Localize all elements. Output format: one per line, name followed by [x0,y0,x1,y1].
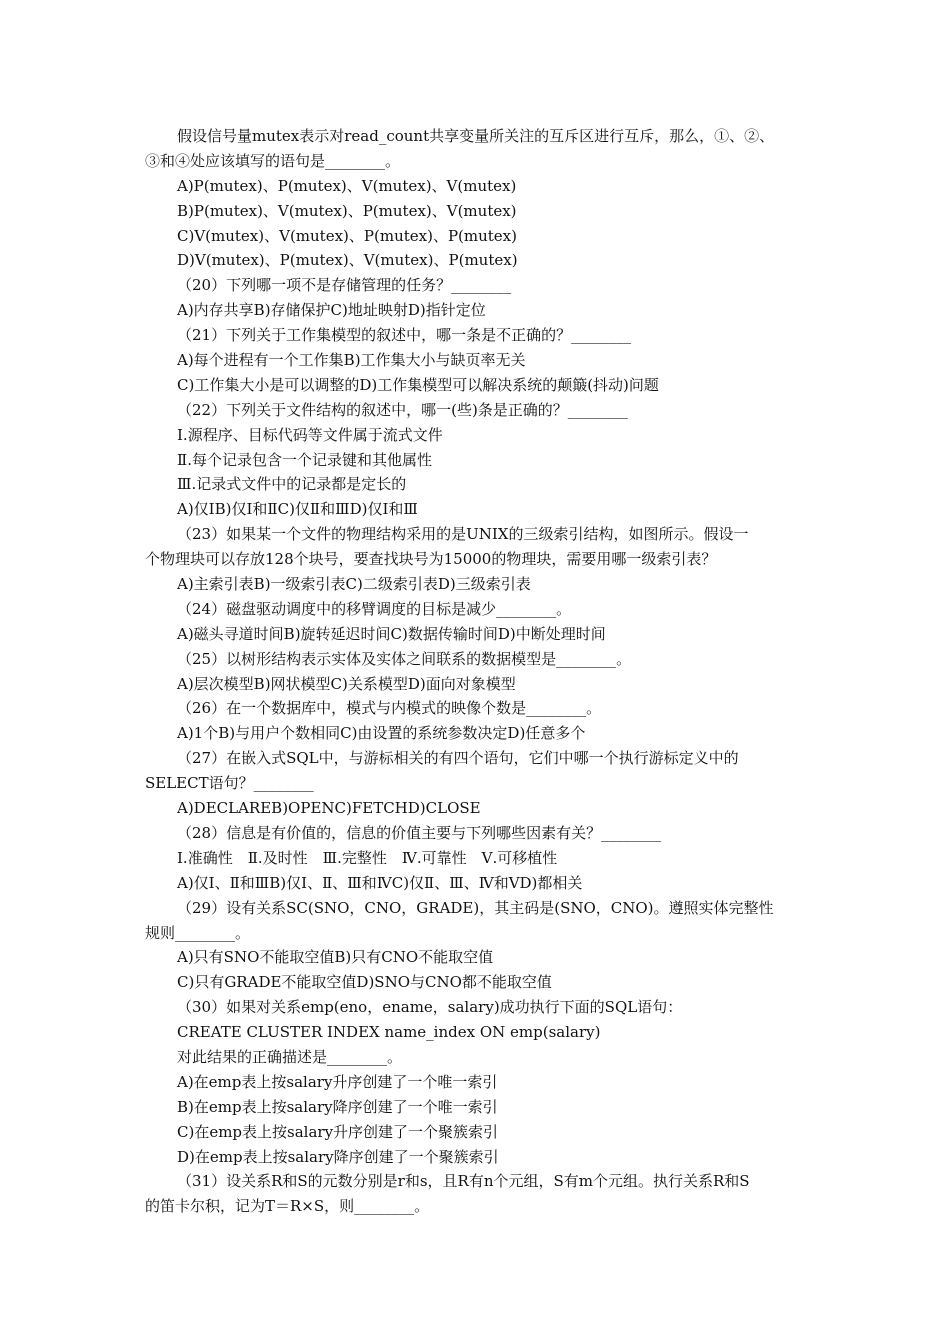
text-line: （21）下列关于工作集模型的叙述中，哪一条是不正确的？________ [177,326,632,345]
text-line: （31）设关系R和S的元数分别是r和s，且R有n个元组，S有m个元组。执行关系R和S [177,1172,750,1191]
text-line: A)仅Ⅰ、Ⅱ和ⅢB)仅Ⅰ、Ⅱ、Ⅲ和ⅣC)仅Ⅱ、Ⅲ、Ⅳ和ⅤD)都相关 [177,873,583,892]
text-line: C)工作集大小是可以调整的D)工作集模型可以解决系统的颠簸(抖动)问题 [177,375,659,394]
text-line: （26）在一个数据库中，模式与内模式的映像个数是________。 [177,699,602,718]
text-line: 规则________。 [145,923,251,942]
text-line: D)V(mutex)、P(mutex)、V(mutex)、P(mutex) [177,251,518,270]
text-line: A)内存共享B)存储保护C)地址映射D)指针定位 [177,301,486,320]
text-line: Ⅱ.每个记录包含一个记录键和其他属性 [177,450,432,469]
text-line: 的笛卡尔积，记为T＝R×S，则________。 [145,1197,430,1216]
text-line: （27）在嵌入式SQL中，与游标相关的有四个语句，它们中哪一个执行游标定义中的 [177,749,739,768]
text-line: C)在emp表上按salary升序创建了一个聚簇索引 [177,1122,499,1141]
text-line: （25）以树形结构表示实体及实体之间联系的数据模型是________。 [177,649,632,668]
text-line: Ⅰ.源程序、目标代码等文件属于流式文件 [177,425,443,444]
text-line: Ⅲ.记录式文件中的记录都是定长的 [177,475,407,494]
text-line: A)在emp表上按salary升序创建了一个唯一索引 [177,1072,498,1091]
text-line: C)只有GRADE不能取空值D)SNO与CNO都不能取空值 [177,973,552,992]
text-line: Ⅰ.准确性 Ⅱ.及时性 Ⅲ.完整性 Ⅳ.可靠性 Ⅴ.可移植性 [177,848,558,867]
text-line: 个物理块可以存放128个块号，要查找块号为15000的物理块，需要用哪一级索引表？ [145,550,717,569]
text-line: （23）如果某一个文件的物理结构采用的是UNIX的三级索引结构，如图所示。假设一 [177,525,749,544]
text-line: B)P(mutex)、V(mutex)、P(mutex)、V(mutex) [177,201,517,220]
text-line: A)只有SNO不能取空值B)只有CNO不能取空值 [177,948,494,967]
text-line: CREATE CLUSTER INDEX name_index ON emp(salary) [177,1023,601,1042]
text-line: C)V(mutex)、V(mutex)、P(mutex)、P(mutex) [177,226,517,245]
text-line: A)DECLAREB)OPENC)FETCHD)CLOSE [177,799,481,818]
text-line: （22）下列关于文件结构的叙述中，哪一(些)条是正确的？________ [177,400,628,419]
text-line: （24）磁盘驱动调度中的移臂调度的目标是减少________。 [177,599,572,618]
text-line: A)每个进程有一个工作集B)工作集大小与缺页率无关 [177,351,526,370]
text-line: （28）信息是有价值的，信息的价值主要与下列哪些因素有关？________ [177,823,662,842]
text-line: 假设信号量mutex表示对read_count共享变量所关注的互斥区进行互斥，那么，①、②、 [177,127,775,145]
text-line: A)P(mutex)、P(mutex)、V(mutex)、V(mutex) [177,176,517,195]
text-line: A)层次模型B)网状模型C)关系模型D)面向对象模型 [177,674,516,693]
text-line: （20）下列哪一项不是存储管理的任务？________ [177,276,512,295]
text-line: D)在emp表上按salary降序创建了一个聚簇索引 [177,1147,499,1166]
text-line: A)1个B)与用户个数相同C)由设置的系统参数决定D)任意多个 [177,724,586,743]
text-line: （29）设有关系SC(SNO，CNO，GRADE)，其主码是(SNO，CNO)。遵照实体完整性 [177,898,774,917]
text-line: （30）如果对关系emp(eno，ename，salary)成功执行下面的SQL语句： [177,998,683,1017]
text-line: ③和④处应该填写的语句是________。 [145,151,401,170]
text-line: 对此结果的正确描述是________。 [177,1047,403,1066]
text-line: A)主索引表B)一级索引表C)二级索引表D)三级索引表 [177,575,531,594]
text-line: SELECT语句？________ [145,774,314,793]
text-line: B)在emp表上按salary降序创建了一个唯一索引 [177,1097,498,1116]
text-line: A)仅ⅠB)仅Ⅰ和ⅡC)仅Ⅱ和ⅢD)仅Ⅰ和Ⅲ [177,500,418,519]
text-line: A)磁头寻道时间B)旋转延迟时间C)数据传输时间D)中断处理时间 [177,624,606,643]
document-body [145,124,810,1219]
